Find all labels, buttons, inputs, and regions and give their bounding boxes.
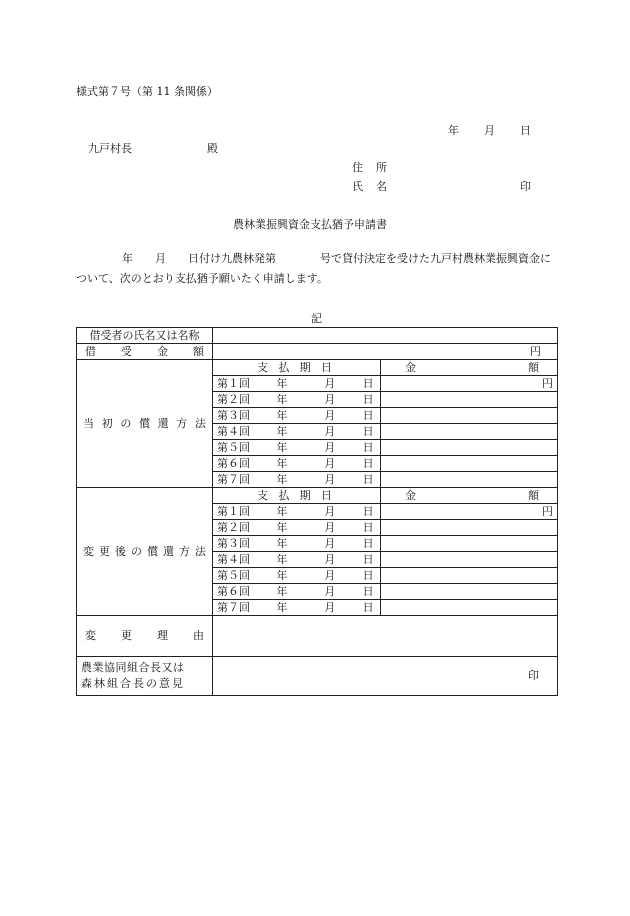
body-text: 年 月 日付け九農林発第 号で貸付決定を受けた九戸村農林業振興資金について、次のとおり支払猶予願いたく申請します。 [76, 252, 551, 285]
loan-amount-row [77, 344, 558, 360]
schedule-date[interactable]: 第４回 年 月 日 [213, 424, 381, 440]
date-year: 年 [448, 124, 459, 137]
amount-field[interactable] [381, 520, 558, 536]
amount-field[interactable] [381, 472, 558, 488]
name-label-2: 名 [376, 180, 387, 193]
borrower-field[interactable] [213, 328, 558, 344]
schedule-date[interactable]: 第３回 年 月 日 [213, 408, 381, 424]
schedule-header: 支 払 期 日 [213, 360, 381, 376]
original-label: 当 初 の 償 還 方 法 [77, 360, 213, 488]
amount-field[interactable] [381, 392, 558, 408]
yen-unit: 円 [530, 344, 541, 358]
addressee-honorific: 殿 [207, 142, 218, 155]
application-table [76, 327, 558, 696]
amount-field[interactable] [381, 408, 558, 424]
borrower-label: 借受者の氏名又は名称 [77, 328, 213, 344]
schedule-header: 支 払 期 日 [213, 488, 381, 504]
schedule-date[interactable]: 第６回 年 月 日 [213, 456, 381, 472]
date-day: 日 [520, 124, 531, 137]
amount-field[interactable] [381, 536, 558, 552]
reason-field[interactable] [213, 616, 558, 657]
schedule-date[interactable]: 第１回 年 月 日 [213, 504, 381, 520]
schedule-date[interactable]: 第６回 年 月 日 [213, 584, 381, 600]
borrower-row [77, 328, 558, 344]
schedule-date[interactable]: 第７回 年 月 日 [213, 600, 381, 616]
schedule-date[interactable]: 第４回 年 月 日 [213, 552, 381, 568]
document-title: 農林業振興資金支払猶予申請書 [233, 218, 387, 231]
amount-header: 金 額 [381, 360, 558, 376]
changed-label: 変 更 後 の 償 還 方 法 [77, 488, 213, 616]
opinion-row [77, 657, 558, 696]
schedule-date[interactable]: 第５回 年 月 日 [213, 568, 381, 584]
reason-label: 変 更 理 由 [77, 616, 213, 657]
amount-field[interactable] [381, 456, 558, 472]
schedule-date[interactable]: 第５回 年 月 日 [213, 440, 381, 456]
name-label-1: 氏 [352, 180, 363, 193]
schedule-date[interactable]: 第３回 年 月 日 [213, 536, 381, 552]
applicant-seal: 印 [520, 180, 531, 193]
schedule-date[interactable]: 第２回 年 月 日 [213, 520, 381, 536]
amount-field[interactable] [381, 552, 558, 568]
ki-mark: 記 [311, 312, 322, 325]
address-label-1: 住 [352, 161, 363, 174]
amount-field[interactable] [381, 568, 558, 584]
changed-header-row [77, 488, 558, 504]
date-month: 月 [484, 124, 495, 137]
opinion-label: 農業協同組合長又は 森林組合長の意見 [77, 657, 213, 696]
loan-amount-label: 借 受 金 額 [77, 344, 213, 360]
schedule-date[interactable]: 第１回 年 月 日 [213, 376, 381, 392]
amount-field[interactable] [381, 600, 558, 616]
addressee-name: 九戸村長 [88, 142, 132, 155]
schedule-date[interactable]: 第７回 年 月 日 [213, 472, 381, 488]
opinion-seal: 印 [528, 669, 539, 682]
reason-row [77, 616, 558, 657]
form-number: 様式第７号（第 11 条関係） [76, 85, 218, 98]
amount-header: 金 額 [381, 488, 558, 504]
amount-field[interactable] [381, 584, 558, 600]
amount-field[interactable]: 円 [381, 376, 558, 392]
opinion-field[interactable] [213, 657, 558, 696]
address-label-2: 所 [376, 161, 387, 174]
schedule-date[interactable]: 第２回 年 月 日 [213, 392, 381, 408]
amount-field[interactable]: 円 [381, 504, 558, 520]
amount-field[interactable] [381, 424, 558, 440]
original-header-row [77, 360, 558, 376]
amount-field[interactable] [381, 440, 558, 456]
loan-amount-field[interactable] [213, 344, 558, 360]
